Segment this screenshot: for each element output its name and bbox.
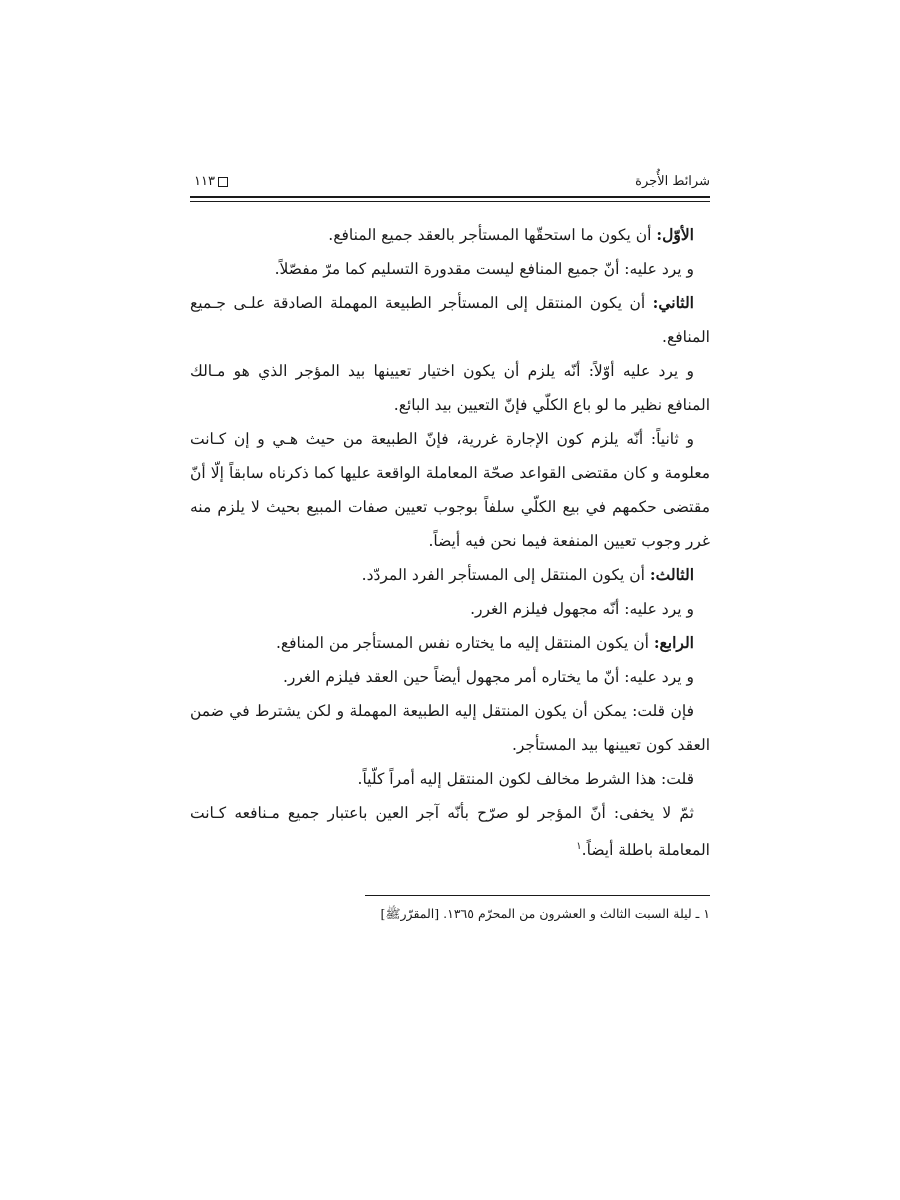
document-page [190, 160, 710, 926]
paragraph-text: ثمّ لا يخفى: أنّ المؤجر لو صرّح بأنّه آجر العين باعتبار جميع مـنافعه كـانت المعاملة باطلة أيضاً. [190, 804, 710, 860]
paragraph-text: و يرد عليه أوّلاً: أنّه يلزم أن يكون اختيار تعيينها بيد المؤجر الذي هو مـالك المنافع نظير ما لو باع الكلّي فإنّ التعيين بيد البائع. [190, 362, 710, 414]
paragraph-question [190, 694, 710, 762]
footnote: ١ ـ ليلة السبت الثالث و العشرون من المحرّم ١٣٦٥. [المقرّرﷺ] [380, 906, 710, 922]
paragraph-text: أن يكون المنتقل إلى المستأجر الفرد المردّد. [361, 566, 650, 584]
square-icon [218, 177, 228, 187]
paragraph-lead: الرابع: [653, 633, 694, 652]
header-rule-thick [190, 196, 710, 198]
page-number: ١١٣ [194, 174, 215, 189]
paragraph-answer [190, 762, 710, 796]
paragraph-second [190, 286, 710, 354]
paragraph-text: قلت: هذا الشرط مخالف لكون المنتقل إليه أمراً كلّياً. [357, 770, 694, 788]
paragraph-lead: الثالث: [649, 565, 694, 584]
paragraph-objection [190, 660, 710, 694]
paragraph-text: و يرد عليه: أنّ جميع المنافع ليست مقدورة التسليم كما مرّ مفصّلاً. [274, 260, 694, 278]
body-text [190, 218, 710, 867]
paragraph-fourth [190, 626, 710, 660]
paragraph-text: فإن قلت: يمكن أن يكون المنتقل إليه الطبيعة المهملة و لكن يشترط في ضمن العقد كون تعيينها بيد المستأجر. [190, 702, 710, 754]
paragraph-objection [190, 354, 710, 422]
paragraph-text: و يرد عليه: أنّ ما يختاره أمر مجهول أيضاً حين العقد فيلزم الغرر. [282, 668, 694, 686]
paragraph-objection [190, 592, 710, 626]
paragraph-text: و يرد عليه: أنّه مجهول فيلزم الغرر. [470, 600, 694, 618]
paragraph-text: و ثانياً: أنّه يلزم كون الإجارة غررية، فإنّ الطبيعة من حيث هـي و إن كـانت معلومة و كان مقتضى القواعد صحّة المعاملة الواقعة عليها كما ذكرناه سابقاً إلّا أنّ مقتضى حكمهم في بيع الكلّي سلفاً بوجوب تعيين صفات المبيع بحيث لا يلزم منه غرر وجوب تعيين المنفعة فيما نحن فيه أيضاً. [190, 430, 710, 550]
paragraph-text: أن يكون ما استحقّها المستأجر بالعقد جميع المنافع. [328, 226, 657, 244]
paragraph-third [190, 558, 710, 592]
paragraph-text: أن يكون المنتقل إليه ما يختاره نفس المستأجر من المنافع. [275, 634, 654, 652]
header-rule-thin [190, 201, 710, 202]
paragraph-text: أن يكون المنتقل إلى المستأجر الطبيعة المهملة الصادقة علـى جـميع المنافع. [190, 294, 710, 346]
footnote-marker: ١ [576, 841, 582, 852]
footnote-divider [365, 895, 710, 896]
paragraph-lead: الثاني: [652, 293, 694, 312]
paragraph-objection [190, 252, 710, 286]
page-number-block [194, 174, 228, 189]
paragraph-conclusion [190, 796, 710, 867]
paragraph-objection [190, 422, 710, 558]
paragraph-first [190, 218, 710, 252]
paragraph-lead: الأوّل: [656, 225, 694, 244]
running-title: شرائط الأُجرة [635, 174, 710, 189]
running-header [190, 160, 710, 200]
